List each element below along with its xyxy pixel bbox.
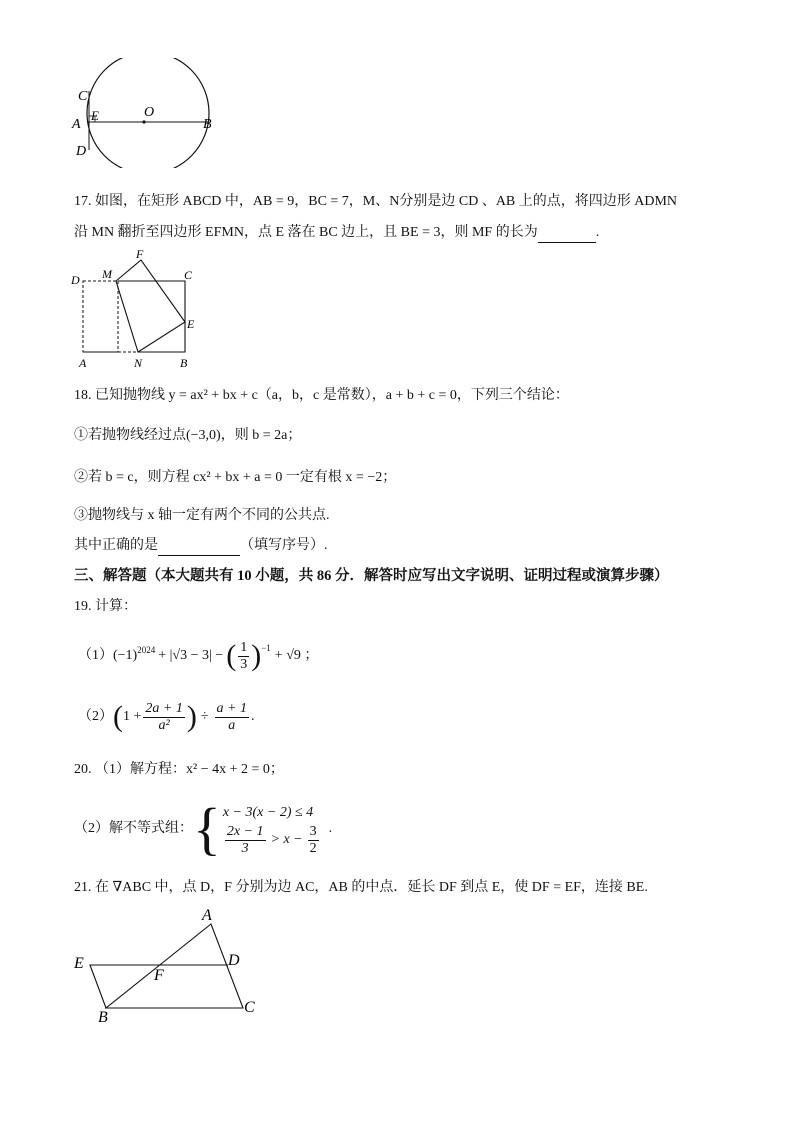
q19-p1-frac-num: 1 [240,639,248,655]
q19-p1-term-c: + √9 ； [274,648,319,663]
label-c2: C [184,268,193,282]
label-f: F [136,248,144,261]
q19-p1-paren-close: ) [251,639,262,672]
label-f3: F [154,967,164,984]
q19-p2-one-plus: 1 + [123,709,142,724]
q19-part1 [78,636,318,676]
q19-p2-fraction-2 [215,701,249,734]
label-e3: E [74,955,84,972]
label-o: O [144,105,155,120]
q20-ineq2-frac [225,824,266,857]
q17-line2 [74,223,599,243]
q18-answer-blank [158,539,240,556]
q19-p1-paren-open: ( [226,639,237,672]
label-e2: E [187,317,195,331]
q20-ineq2-num: 2x − 1 [226,823,264,839]
q19-p2-den: a² [158,717,170,733]
q19-p1-exponent: 2024 [137,645,156,655]
q20-ineq2-num2: 3 [309,823,317,839]
q19-p2-end: . [251,709,255,724]
q19-p2-den2: a [228,717,236,733]
label-b3: B [98,1009,108,1026]
q20-part2 [74,796,332,862]
q19-p2-divide: ÷ [200,709,209,724]
q19-p2-paren-close: ) [186,700,197,733]
label-a2: A [79,356,87,370]
q20-part1: 20. （1）解方程：x² − 4x + 2 = 0； [74,762,284,777]
center-point [142,120,145,123]
q19-p2-label: （2） [78,709,113,724]
q19-p1-label: （1） [78,648,113,663]
q18-stem: 18. 已知抛物线 y = ax² + bx + c（a，b，c 是常数），a + b + c = 0，下列三个结论： [74,388,569,403]
q19-p1-frac-den: 3 [240,656,248,672]
q17-line1: 17. 如图，在矩形 ABCD 中，AB = 9，BC = 7，M、N分别是边 CD 、AB 上的点，将四边形 ADMN [74,194,678,209]
label-d: D [76,144,87,159]
q18-conclusion-2: ②若 b = c，则方程 cx² + bx + a = 0 一定有根 x = −2； [74,470,397,485]
circle-figure [68,58,228,168]
label-n: N [134,356,143,370]
q20-end: . [328,821,333,836]
q20-system [223,802,321,857]
q20-p2-label: （2）解不等式组： [74,821,193,836]
fold-quad-efmn [116,260,185,352]
label-c: C [78,89,88,104]
q18-conclusion-3: ③抛物线与 x 轴一定有两个不同的公共点. [74,508,330,523]
brace-icon: { [193,796,221,861]
label-m: M [102,267,112,281]
label-c3: C [244,999,255,1016]
q20-ineq2 [223,824,321,857]
q19-p2-num2: a + 1 [216,700,247,716]
q20-ineq1: x − 3(x − 2) ≤ 4 [222,804,314,820]
q19-p2-num: 2a + 1 [145,700,183,716]
q17-line2-text: 沿 MN 翻折至四边形 EFMN，点 E 落在 BC 边上，且 BE = 3，则 MF 的长为 [74,225,538,240]
triangle-abc [106,924,243,1008]
rect-dashed-left [83,281,118,352]
label-e: E [91,108,99,123]
q19-p1-neg-exp: −1 [261,643,271,653]
q20-ineq2-mid: > x − [270,832,303,847]
q19-p1-fraction [238,640,249,673]
rect-solid [118,281,185,352]
q18-conclusion-1: ①若抛物线经过点(−3,0)，则 b = 2a； [74,428,302,443]
label-d2: D [71,273,80,287]
q17-answer-blank [538,226,596,243]
q18-answer-prefix: 其中正确的是 [74,538,158,553]
rectangle-figure [68,248,208,370]
q17-line2-end: . [595,225,600,240]
q18-answer-line [74,536,328,556]
label-b2: B [180,356,188,370]
q21-stem: 21. 在 ∇ABC 中，点 D，F 分别为边 AC，AB 的中点．延长 DF 到点 E，使 DF = EF，连接 BE. [74,880,648,895]
q18-answer-suffix: （填写序号）. [240,538,328,553]
q19-stem: 19. 计算： [74,599,137,614]
section-3-heading: 三、解答题（本大题共有 10 小题，共 86 分．解答时应写出文字说明、证明过程或演算步骤） [74,568,669,584]
label-d3: D [228,952,240,969]
label-b: B [203,117,212,132]
q19-p1-term-a: (−1) [113,648,138,663]
q19-p2-fraction-1 [143,701,184,734]
q20-ineq2-frac2 [308,824,319,857]
label-a3: A [202,907,212,924]
q20-ineq2-den2: 2 [309,840,317,856]
q20-ineq2-den: 3 [241,840,249,856]
label-a: A [72,117,81,132]
q19-p2-paren-open: ( [113,700,123,733]
q19-p1-term-b: + |√3 − 3| − [158,648,224,663]
triangle-figure [68,900,268,1030]
q19-part2 [78,696,255,738]
